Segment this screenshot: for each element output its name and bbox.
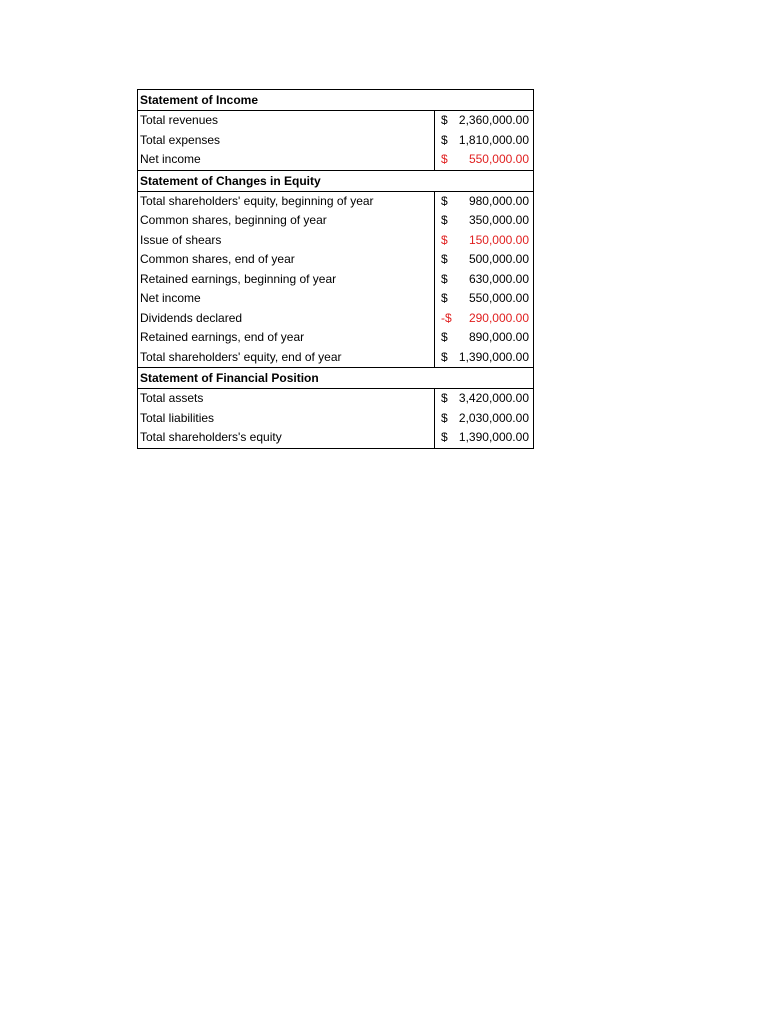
amount: 350,000.00 (468, 213, 529, 227)
currency-symbol: $ (441, 213, 448, 227)
amount: 1,810,000.00 (458, 132, 529, 147)
amount: 890,000.00 (468, 330, 529, 344)
row-label: Total revenues (138, 111, 435, 131)
table-row (138, 428, 533, 448)
amount: 3,420,000.00 (458, 391, 529, 405)
currency-symbol: $ (441, 132, 448, 147)
row-label: Total expenses (138, 131, 435, 151)
row-value (435, 428, 533, 448)
section-statement-of-income (138, 90, 533, 171)
row-label: Dividends declared (138, 309, 435, 329)
section-title: Statement of Changes in Equity (138, 171, 533, 192)
amount: 150,000.00 (468, 232, 529, 247)
table-row (138, 131, 533, 151)
financial-statements-table (137, 89, 534, 449)
row-value (435, 250, 533, 270)
currency-symbol: $ (441, 430, 448, 444)
currency-symbol: $ (441, 410, 448, 425)
amount: 500,000.00 (468, 252, 529, 266)
table-row (138, 348, 533, 368)
amount: 290,000.00 (468, 310, 529, 325)
row-value (435, 192, 533, 212)
amount: 2,030,000.00 (458, 410, 529, 425)
table-row (138, 409, 533, 429)
table-row (138, 231, 533, 251)
section-statement-of-financial-position (138, 368, 533, 448)
table-row (138, 289, 533, 309)
currency-symbol: $ (441, 391, 448, 405)
row-value (435, 389, 533, 409)
section-title: Statement of Financial Position (138, 368, 533, 389)
amount: 630,000.00 (468, 271, 529, 286)
table-row (138, 211, 533, 231)
table-row (138, 328, 533, 348)
section-statement-of-changes-in-equity (138, 171, 533, 369)
row-label: Total shareholders's equity (138, 428, 435, 448)
row-label: Total assets (138, 389, 435, 409)
row-value (435, 211, 533, 231)
row-label: Retained earnings, end of year (138, 328, 435, 348)
currency-symbol: $ (441, 330, 448, 344)
row-label: Total shareholders' equity, beginning of year (138, 192, 435, 212)
table-row (138, 389, 533, 409)
row-value (435, 150, 533, 170)
row-value (435, 270, 533, 290)
currency-symbol: $ (441, 291, 448, 305)
currency-symbol: $ (441, 113, 448, 127)
amount: 1,390,000.00 (458, 349, 529, 364)
currency-symbol: $ (441, 252, 448, 266)
amount: 550,000.00 (468, 152, 529, 166)
table-row (138, 270, 533, 290)
row-label: Total shareholders' equity, end of year (138, 348, 435, 368)
row-value (435, 289, 533, 309)
currency-symbol: $ (441, 193, 448, 208)
row-label: Common shares, end of year (138, 250, 435, 270)
currency-symbol: -$ (441, 310, 452, 325)
row-label: Total liabilities (138, 409, 435, 429)
row-value (435, 111, 533, 131)
table-row (138, 309, 533, 329)
row-label: Net income (138, 289, 435, 309)
table-row (138, 192, 533, 212)
currency-symbol: $ (441, 271, 448, 286)
row-label: Net income (138, 150, 435, 170)
row-value (435, 328, 533, 348)
amount: 1,390,000.00 (458, 430, 529, 444)
currency-symbol: $ (441, 232, 448, 247)
row-label: Issue of shears (138, 231, 435, 251)
row-label: Retained earnings, beginning of year (138, 270, 435, 290)
table-row (138, 150, 533, 170)
row-label: Common shares, beginning of year (138, 211, 435, 231)
row-value (435, 309, 533, 329)
row-value (435, 231, 533, 251)
amount: 550,000.00 (468, 291, 529, 305)
amount: 980,000.00 (468, 193, 529, 208)
row-value (435, 348, 533, 368)
row-value (435, 409, 533, 429)
table-row (138, 111, 533, 131)
row-value (435, 131, 533, 151)
table-row (138, 250, 533, 270)
section-title: Statement of Income (138, 90, 533, 111)
amount: 2,360,000.00 (458, 113, 529, 127)
currency-symbol: $ (441, 152, 448, 166)
currency-symbol: $ (441, 349, 448, 364)
